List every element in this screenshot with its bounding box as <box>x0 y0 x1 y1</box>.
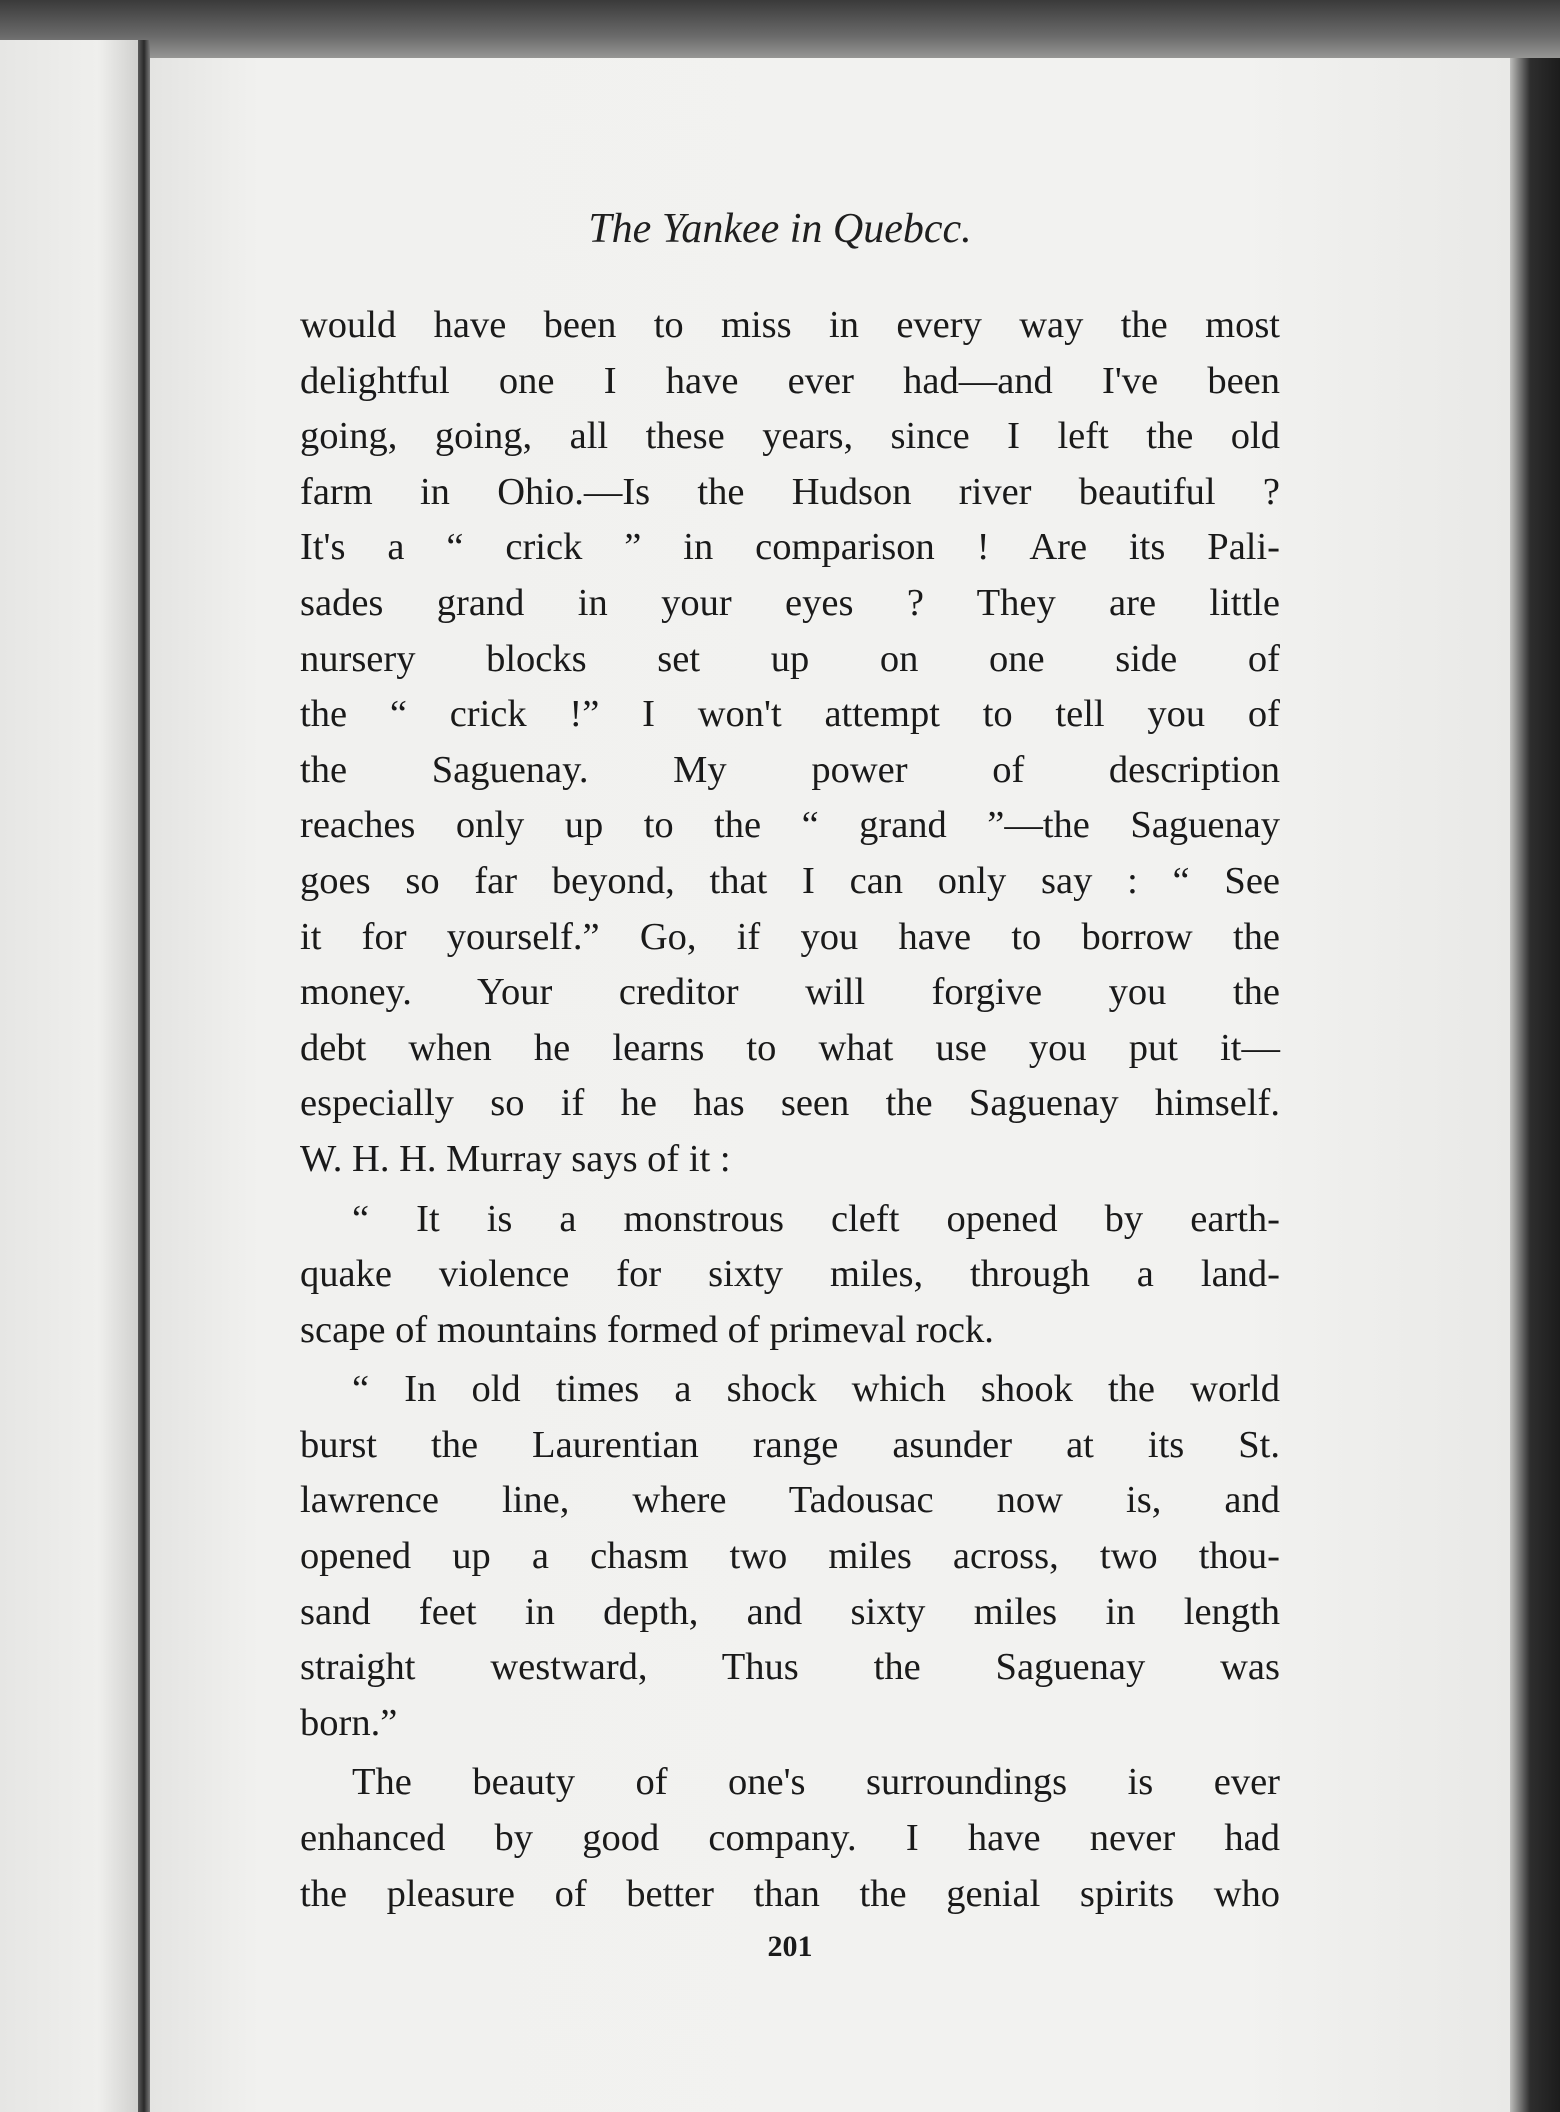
body-text <box>300 298 1280 1922</box>
text-line: The beauty of one's surroundings is ever <box>352 1761 1280 1804</box>
text-line: straight westward, Thus the Saguenay was <box>300 1646 1280 1689</box>
facing-page-edge <box>0 40 140 2112</box>
text-line: would have been to miss in every way the most <box>300 304 1280 346</box>
page-number: 201 <box>767 1930 813 1963</box>
scan-top-edge <box>0 0 1560 60</box>
text-line: the pleasure of better than the genial spirits who <box>300 1872 1280 1915</box>
text-line: “ In old times a shock which shook the world <box>352 1368 1280 1411</box>
text-line: especially so if he has seen the Saguenay himself. <box>300 1082 1280 1125</box>
text-line: scape of mountains formed of primeval rock. <box>300 1308 994 1351</box>
text-line: “ It is a monstrous cleft opened by earth- <box>352 1197 1280 1240</box>
text-line: farm in Ohio.—Is the Hudson river beautiful ? <box>300 470 1280 513</box>
text-line: going, going, all these years, since I left the old <box>300 415 1280 458</box>
text-line: reaches only up to the “ grand ”—the Saguenay <box>300 804 1280 847</box>
text-line: nursery blocks set up on one side of <box>300 637 1280 680</box>
text-line: it for yourself.” Go, if you have to borrow the <box>300 915 1280 958</box>
text-line: W. H. H. Murray says of it : <box>300 1137 731 1180</box>
text-line: the Saguenay. My power of description <box>300 748 1280 791</box>
text-line: goes so far beyond, that I can only say : “ See <box>300 859 1280 902</box>
page-right-edge <box>1510 58 1560 2112</box>
text-line: delightful one I have ever had—and I've been <box>300 359 1280 402</box>
text-line: debt when he learns to what use you put it— <box>300 1026 1280 1069</box>
book-gutter <box>138 40 150 2112</box>
text-line: It's a “ crick ” in comparison ! Are its Pali- <box>300 526 1280 569</box>
text-line: opened up a chasm two miles across, two thou- <box>300 1535 1280 1578</box>
text-line: born.” <box>300 1701 398 1744</box>
text-line: lawrence line, where Tadousac now is, and <box>300 1479 1280 1522</box>
text-line: sand feet in depth, and sixty miles in length <box>300 1590 1280 1633</box>
text-line: the “ crick !” I won't attempt to tell you of <box>300 693 1280 736</box>
text-line: enhanced by good company. I have never had <box>300 1817 1280 1860</box>
text-line: money. Your creditor will forgive you the <box>300 971 1280 1014</box>
text-line: quake violence for sixty miles, through a land- <box>300 1253 1280 1296</box>
text-line: burst the Laurentian range asunder at its St. <box>300 1423 1280 1466</box>
text-line: sades grand in your eyes ? They are little <box>300 581 1280 624</box>
running-head: The Yankee in Quebcc. <box>588 206 972 252</box>
